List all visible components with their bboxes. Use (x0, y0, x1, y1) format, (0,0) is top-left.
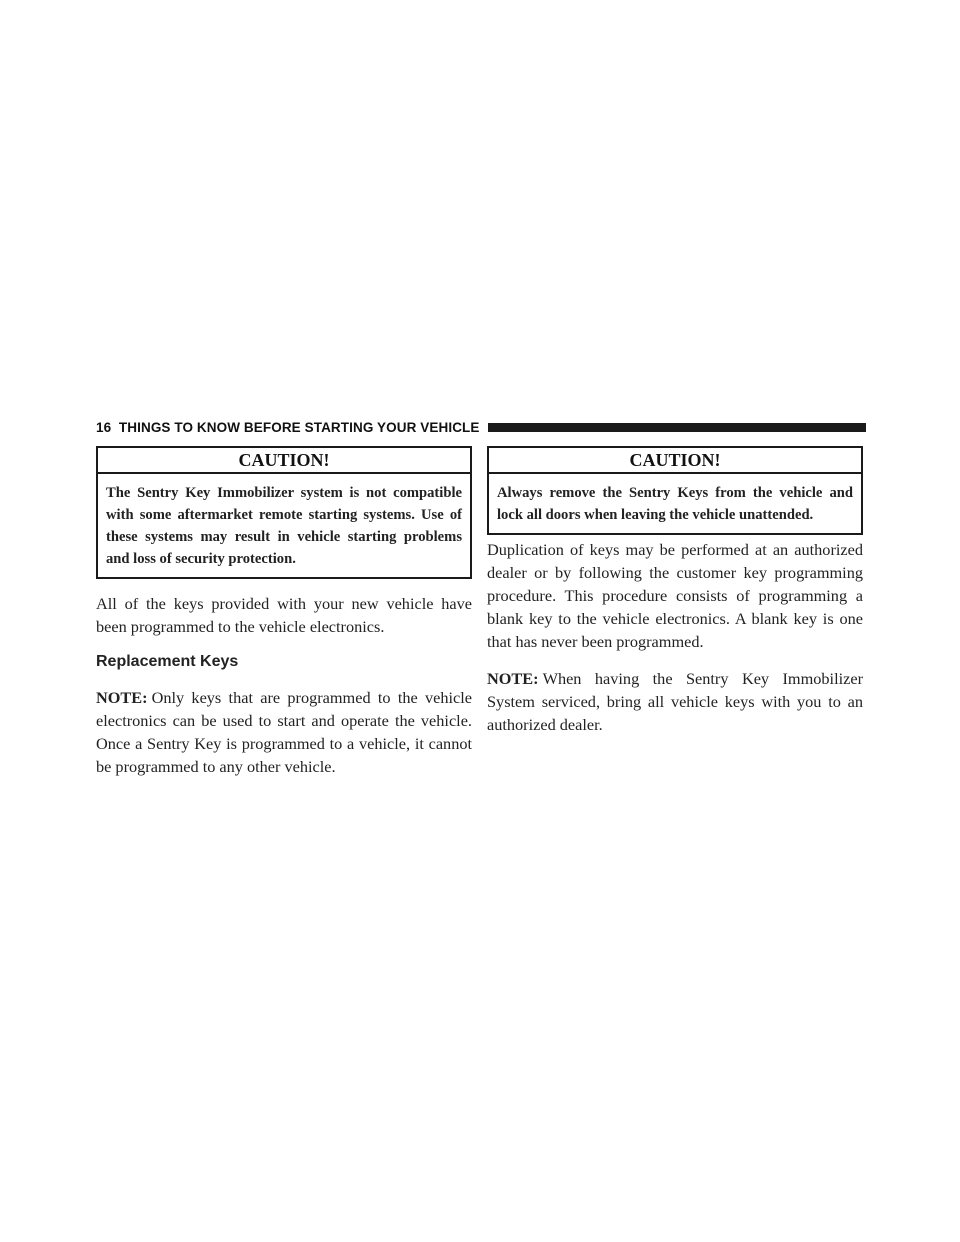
chapter-title: THINGS TO KNOW BEFORE STARTING YOUR VEHICLE (118, 419, 480, 435)
note-text: When having the Sentry Key Immobilizer System serviced, bring all vehicle keys with you to an authorized dealer. (487, 669, 863, 734)
note-text: Only keys that are programmed to the vehicle electronics can be used to start and operate the vehicle. Once a Sentry Key is programmed to a vehicle, it cannot be programmed to any other vehicle. (96, 688, 472, 776)
note-paragraph-left (96, 686, 472, 778)
caution-title-left: CAUTION! (98, 448, 470, 474)
paragraph-duplication: Duplication of keys may be performed at an authorized dealer or by following the customer key programming procedure. This procedure consists of programming a blank key to the vehicle electronics. A blank key is one that has never been programmed. (487, 540, 863, 651)
note-label: NOTE: (96, 688, 148, 707)
section-heading-replacement-keys: Replacement Keys (96, 653, 239, 670)
right-column (487, 446, 863, 736)
caution-title-right: CAUTION! (489, 448, 861, 474)
running-header (96, 418, 866, 436)
header-rule (488, 423, 867, 432)
note-label: NOTE: (487, 669, 539, 688)
caution-box-left (96, 446, 472, 579)
page-number: 16 (96, 419, 112, 435)
left-column (96, 446, 472, 778)
note-paragraph-right (487, 667, 863, 736)
caution-box-right (487, 446, 863, 535)
caution-text-right: Always remove the Sentry Keys from the vehicle and lock all doors when leaving the vehicle unattended. (497, 485, 853, 523)
header-text (96, 420, 480, 435)
caution-text-left: The Sentry Key Immobilizer system is not compatible with some aftermarket remote starting systems. Use of these systems may result in vehicle starting problems and loss of security protection. (106, 485, 462, 567)
paragraph-keys-programmed: All of the keys provided with your new vehicle have been programmed to the vehicle electronics. (96, 594, 472, 636)
